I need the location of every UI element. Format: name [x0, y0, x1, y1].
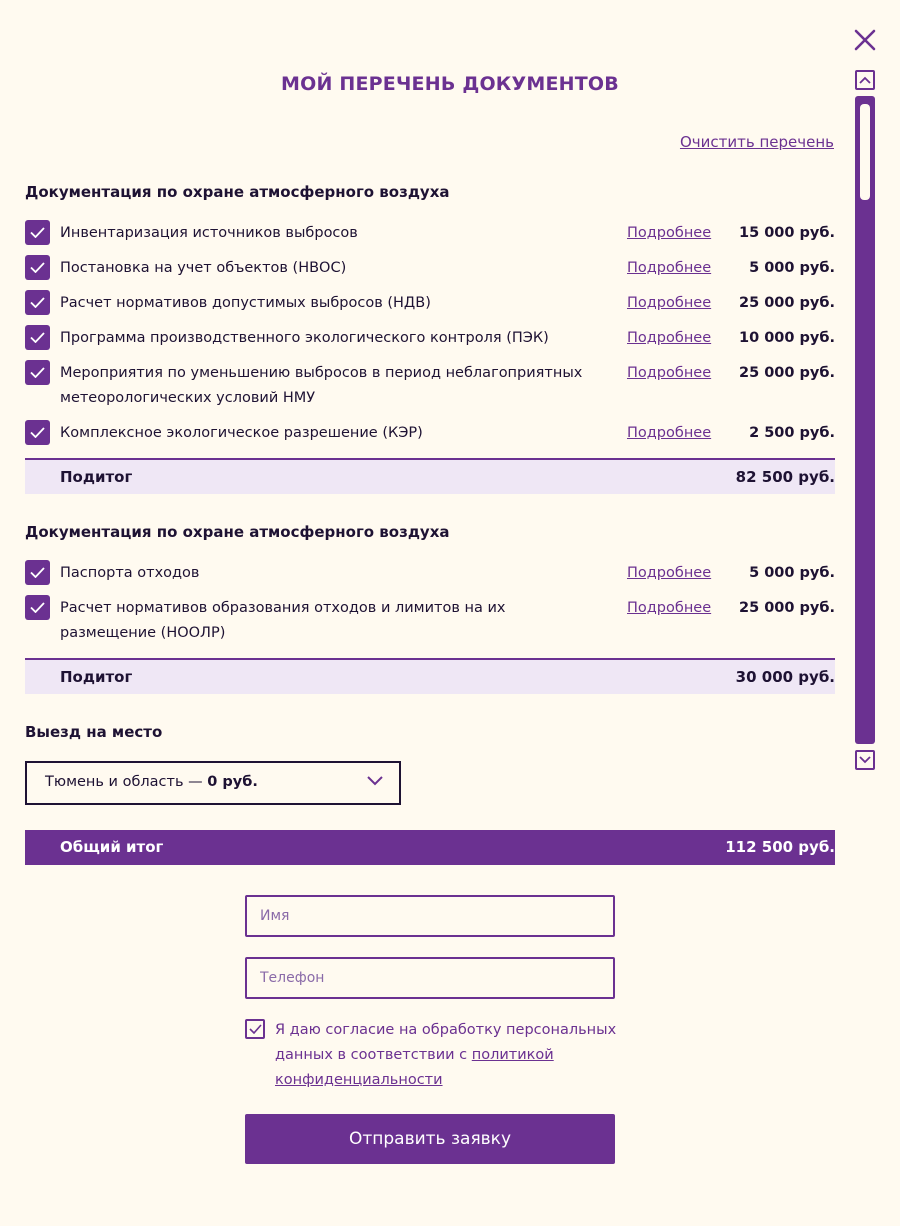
check-icon — [30, 567, 45, 578]
subtotal-value: 82 500 руб. — [735, 468, 835, 486]
subtotal-row — [25, 458, 835, 494]
total-label: Общий итог — [60, 838, 164, 856]
subtotal-value: 30 000 руб. — [735, 668, 835, 686]
scroll-down-button[interactable] — [855, 750, 875, 770]
check-icon — [30, 227, 45, 238]
subtotal-label: Подитог — [60, 468, 133, 486]
item-label: Паспорта отходов — [60, 565, 200, 581]
item-label: Расчет нормативов образования отходов и лимитов на их размещение (НООЛР) — [60, 600, 506, 641]
section-title: Документация по охране атмосферного воздуха — [25, 183, 450, 201]
item-label: Инвентаризация источников выбросов — [60, 225, 358, 241]
close-button[interactable] — [853, 28, 877, 52]
subtotal-label: Подитог — [60, 668, 133, 686]
more-link[interactable]: Подробнее — [627, 225, 712, 241]
item-checkbox[interactable] — [25, 560, 50, 585]
visit-title: Выезд на место — [25, 723, 163, 741]
item-price: 15 000 руб. — [738, 225, 835, 241]
item-price: 2 500 руб. — [749, 425, 835, 441]
phone-input[interactable] — [245, 957, 615, 999]
chevron-down-icon — [859, 756, 871, 764]
check-icon — [30, 602, 45, 613]
close-icon — [853, 28, 877, 52]
consent-text: Я даю согласие на обработку персональных данных в соответствии с политикой конфиденциальности — [275, 1022, 617, 1088]
page-title: МОЙ ПЕРЕЧЕНЬ ДОКУМЕНТОВ — [281, 73, 619, 95]
total-row — [25, 830, 835, 865]
total-value: 112 500 руб. — [725, 838, 835, 856]
more-link[interactable]: Подробнее — [627, 600, 712, 616]
subtotal-row — [25, 658, 835, 694]
item-label: Программа производственного экологического контроля (ПЭК) — [60, 330, 549, 346]
item-checkbox[interactable] — [25, 290, 50, 315]
more-link[interactable]: Подробнее — [627, 365, 712, 381]
name-input[interactable] — [245, 895, 615, 937]
check-icon — [30, 297, 45, 308]
item-price: 5 000 руб. — [749, 260, 835, 276]
check-icon — [30, 427, 45, 438]
scrollbar-thumb[interactable] — [860, 104, 870, 200]
item-checkbox[interactable] — [25, 325, 50, 350]
more-link[interactable]: Подробнее — [627, 565, 712, 581]
scrollbar-track[interactable] — [855, 96, 875, 744]
item-checkbox[interactable] — [25, 255, 50, 280]
visit-select-value: Тюмень и область — 0 руб. — [45, 774, 258, 790]
visit-select[interactable] — [25, 761, 401, 805]
item-label: Мероприятия по уменьшению выбросов в период неблагоприятных метеорологических условий НМУ — [60, 365, 583, 406]
item-price: 25 000 руб. — [738, 365, 835, 381]
check-icon — [249, 1024, 262, 1034]
item-label: Комплексное экологическое разрешение (КЭР) — [60, 425, 423, 441]
item-price: 25 000 руб. — [738, 295, 835, 311]
chevron-down-icon — [367, 776, 383, 786]
submit-button[interactable]: Отправить заявку — [245, 1114, 615, 1164]
more-link[interactable]: Подробнее — [627, 260, 712, 276]
item-price: 5 000 руб. — [749, 565, 835, 581]
item-checkbox[interactable] — [25, 360, 50, 385]
item-price: 25 000 руб. — [738, 600, 835, 616]
more-link[interactable]: Подробнее — [627, 330, 712, 346]
item-price: 10 000 руб. — [738, 330, 835, 346]
item-label: Расчет нормативов допустимых выбросов (НДВ) — [60, 295, 431, 311]
more-link[interactable]: Подробнее — [627, 425, 712, 441]
clear-list-link[interactable]: Очистить перечень — [679, 133, 834, 151]
item-label: Постановка на учет объектов (НВОС) — [60, 260, 347, 276]
check-icon — [30, 262, 45, 273]
consent-checkbox[interactable] — [245, 1019, 265, 1039]
check-icon — [30, 332, 45, 343]
item-checkbox[interactable] — [25, 220, 50, 245]
privacy-policy-link[interactable]: политикой конфиденциальности — [275, 1047, 554, 1088]
section-title: Документация по охране атмосферного воздуха — [25, 523, 450, 541]
check-icon — [30, 367, 45, 378]
more-link[interactable]: Подробнее — [627, 295, 712, 311]
item-checkbox[interactable] — [25, 595, 50, 620]
item-checkbox[interactable] — [25, 420, 50, 445]
